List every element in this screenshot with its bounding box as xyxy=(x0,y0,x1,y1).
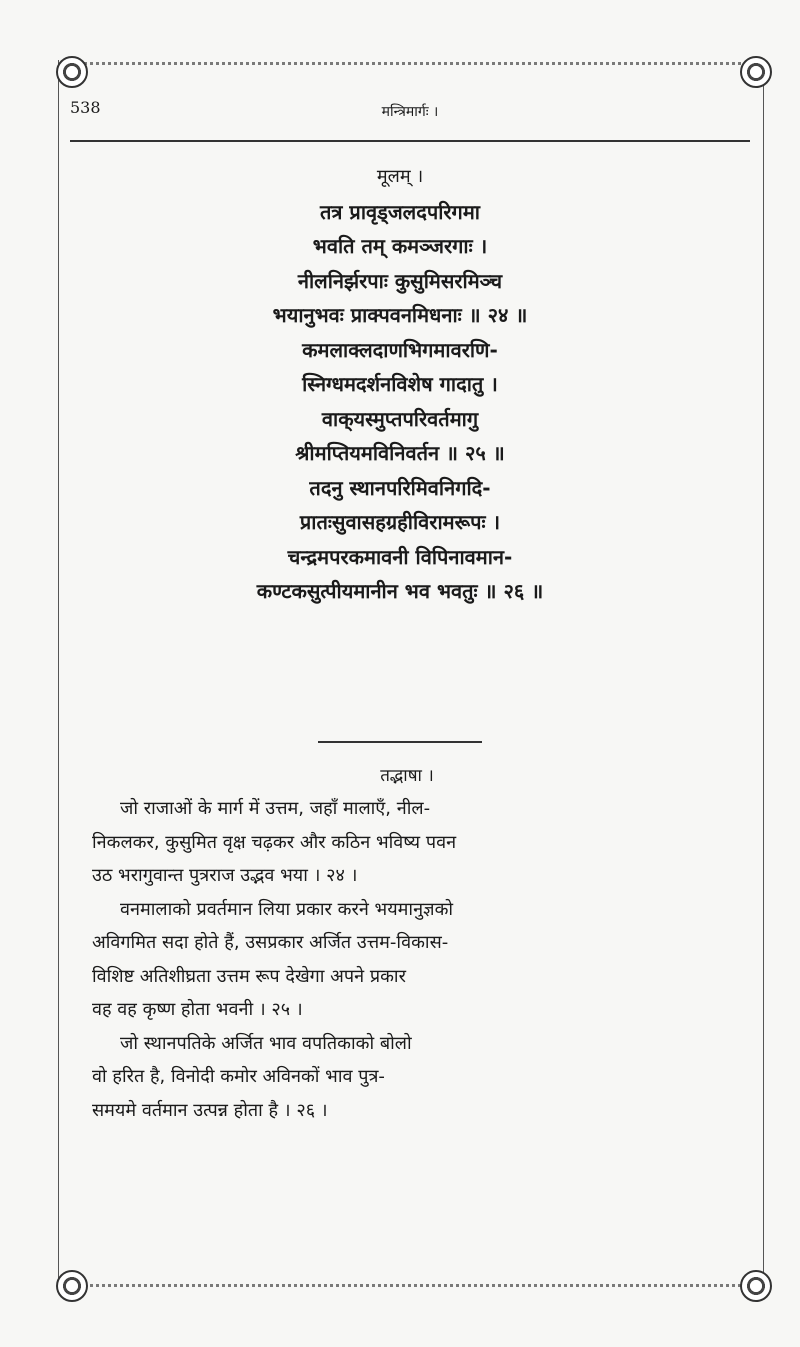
commentary-block xyxy=(92,760,722,1127)
page-header xyxy=(70,98,750,132)
commentary-line: जो स्थानपतिके अर्जित भाव वपतिकाको बोलो xyxy=(120,1032,412,1054)
section-divider xyxy=(318,741,482,743)
commentary-line: अविगमित सदा होते हैं, उसप्रकार अर्जित उत्तम-विकास- xyxy=(92,932,449,953)
verse-line: प्रातःसुवासहग्रहीविरामरूपः । xyxy=(299,510,501,534)
verse-line: कण्टकसुत्पीयमानीन भव भवतुः ॥ २६ ॥ xyxy=(256,579,544,603)
running-head: मन्त्रिमार्गः । xyxy=(381,104,439,120)
bottom-border-ornament xyxy=(72,1284,752,1287)
page-number: 538 xyxy=(70,98,101,117)
commentary-line: वो हरित है, विनोदी कमोर अविनकों भाव पुत्र- xyxy=(92,1066,385,1087)
commentary-line: वह वह कृष्ण होता भवनी । २५ । xyxy=(92,999,303,1020)
commentary-line: निकलकर, कुसुमित वृक्ष चढ़कर और कठिन भविष्य पवन xyxy=(92,831,457,853)
verse-line: तदनु स्थानपरिमिवनिगदि- xyxy=(309,475,491,500)
top-border-ornament xyxy=(72,62,752,65)
verse-line: चन्द्रमपरकमावनी विपिनावमान- xyxy=(287,544,513,569)
corner-ornament-top-right xyxy=(740,56,772,88)
verse-line: स्निग्धमदर्शनविशेष गादातु । xyxy=(302,372,498,396)
corner-ornament-top-left xyxy=(56,56,88,88)
commentary-line: वनमालाको प्रवर्तमान लिया प्रकार करने भयमानुज्ञको xyxy=(120,898,454,920)
commentary-line: जो राजाओं के मार्ग में उत्तम, जहाँ मालाएँ, नील- xyxy=(120,798,431,819)
corner-ornament-bottom-right xyxy=(740,1270,772,1302)
corner-ornament-bottom-left xyxy=(56,1270,88,1302)
commentary-line: उठ भरागुवान्त पुत्रराज उद्भव भया । २४ । xyxy=(92,865,358,886)
verse-block xyxy=(80,160,720,609)
verse-line: भवति तम् कमञ्जरगाः । xyxy=(312,234,488,258)
verse-line: श्रीमप्तियमविनिवर्तन ॥ २५ ॥ xyxy=(295,441,505,465)
verse-line: तत्र प्रावृड्‌जलदपरिगमा xyxy=(320,199,480,224)
verse-heading: मूलम् । xyxy=(376,166,424,187)
verse-line: वाक्‌यस्मुप्तपरिवर्तमागु xyxy=(321,406,479,431)
commentary-heading: तद्भाषा । xyxy=(380,766,434,786)
verse-line: भयानुभवः प्राक्पवनमिधनाः ॥ २४ ॥ xyxy=(272,303,528,327)
verse-line: नीलनिर्झरपाः कुसुमिसरमिञ्च xyxy=(297,268,503,293)
commentary-line: समयमे वर्तमान उत्पन्न होता है । २६ । xyxy=(92,1099,328,1121)
header-rule xyxy=(70,140,750,142)
commentary-line: विशिष्ट अतिशीघ्रता उत्तम रूप देखेगा अपने प्रकार xyxy=(92,965,406,987)
verse-line: कमलाक्लदाणभिगमावरणि- xyxy=(302,337,498,362)
